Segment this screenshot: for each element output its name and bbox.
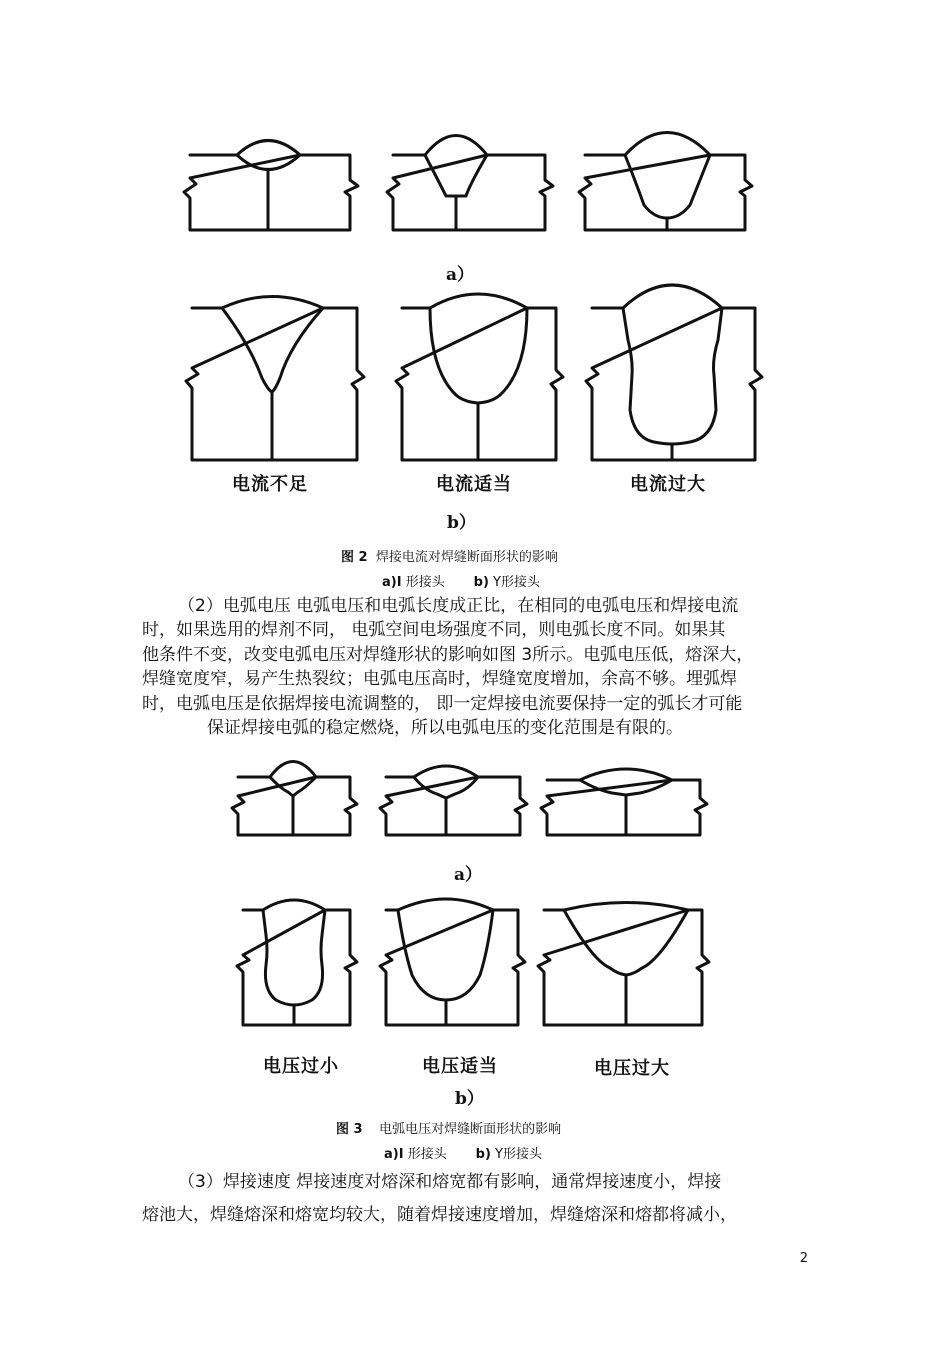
para2-line-2: 时，如果选用的焊剂不同， 电弧空间电场强度不同，则电弧长度不同。如果其: [142, 620, 726, 640]
fig3-part-b-label: b）: [455, 1089, 484, 1109]
fig2-sub-b-key: b): [473, 575, 489, 590]
fig2-a1-weld-section: [184, 141, 358, 231]
fig2-a3-weld-section: [579, 133, 752, 231]
para2-line-4: 焊缝宽度窄，易产生热裂纹；电弧电压高时，焊缝宽度增加，余高不够。埋弧焊: [142, 669, 737, 689]
fig3-a3-weld-section: [541, 769, 707, 835]
fig2-a2-weld-section: [387, 136, 553, 231]
fig2-label-low-current: 电流不足: [232, 474, 308, 495]
fig2-label-high-current: 电流过大: [630, 474, 706, 495]
para3-line-1: （3）焊接速度 焊接速度对熔深和熔宽都有影响，通常焊接速度小，焊接: [178, 1172, 722, 1192]
fig3-sub-a-key: a)I: [384, 1147, 404, 1162]
fig3-caption-number: 图 3: [336, 1122, 363, 1137]
fig2-caption: [341, 546, 558, 565]
fig3-a2-weld-section: [380, 766, 527, 835]
para2-line-5: 时，电弧电压是依据焊接电流调整的， 即一定焊接电流要保持一定的弧长才可能: [142, 694, 743, 714]
page-number: 2: [799, 1251, 808, 1266]
para2-line-1: （2）电弧电压 电弧电压和电弧长度成正比，在相同的电弧电压和焊接电流: [178, 596, 739, 616]
fig2-sub-a-text: 形接头: [405, 575, 445, 590]
fig2-subcaption: [382, 571, 540, 590]
fig2-part-a-label: a）: [446, 265, 475, 285]
fig2-b2-weld-section: [396, 294, 563, 460]
fig3-part-a-label: a）: [454, 865, 483, 885]
fig2-caption-number: 图 2: [341, 550, 368, 565]
fig3-sub-a-text: 形接头: [407, 1147, 447, 1162]
fig3-a1-weld-section: [232, 762, 357, 836]
fig2-b1-weld-section: [186, 297, 364, 461]
fig3-subcaption: [384, 1143, 542, 1162]
fig3-label-high-voltage: 电压过大: [594, 1058, 670, 1079]
fig2-label-proper-current: 电流适当: [436, 474, 512, 495]
fig3-label-proper-voltage: 电压适当: [422, 1056, 498, 1077]
fig2-sub-b-text: Y形接头: [493, 575, 540, 590]
fig3-sub-b-key: b): [475, 1147, 491, 1162]
para3-line-2: 熔池大，焊缝熔深和熔宽均较大，随着焊接速度增加，焊缝熔深和熔都将减小，: [142, 1205, 737, 1225]
para2-line-6: 保证焊接电弧的稳定燃烧，所以电弧电压的变化范围是有限的。: [207, 718, 683, 738]
fig3-b2-weld-section: [380, 899, 525, 1025]
fig3-label-low-voltage: 电压过小: [263, 1056, 339, 1077]
fig3-caption-text: 电弧电压对焊缝断面形状的影响: [379, 1122, 562, 1137]
para2-line-3: 他条件不变，改变电弧电压对焊缝形状的影响如图 3所示。电弧电压低，熔深大，: [142, 645, 754, 665]
fig2-part-b-label: b）: [447, 513, 476, 533]
fig3-caption: [336, 1118, 561, 1137]
fig3-b3-weld-section: [538, 903, 709, 1026]
fig2-caption-text: 焊接电流对焊缝断面形状的影响: [375, 550, 558, 565]
fig3-sub-b-text: Y形接头: [495, 1147, 542, 1162]
fig2-b3-weld-section: [586, 285, 762, 460]
fig2-sub-a-key: a)I: [382, 575, 402, 590]
fig3-b1-weld-section: [237, 900, 357, 1025]
